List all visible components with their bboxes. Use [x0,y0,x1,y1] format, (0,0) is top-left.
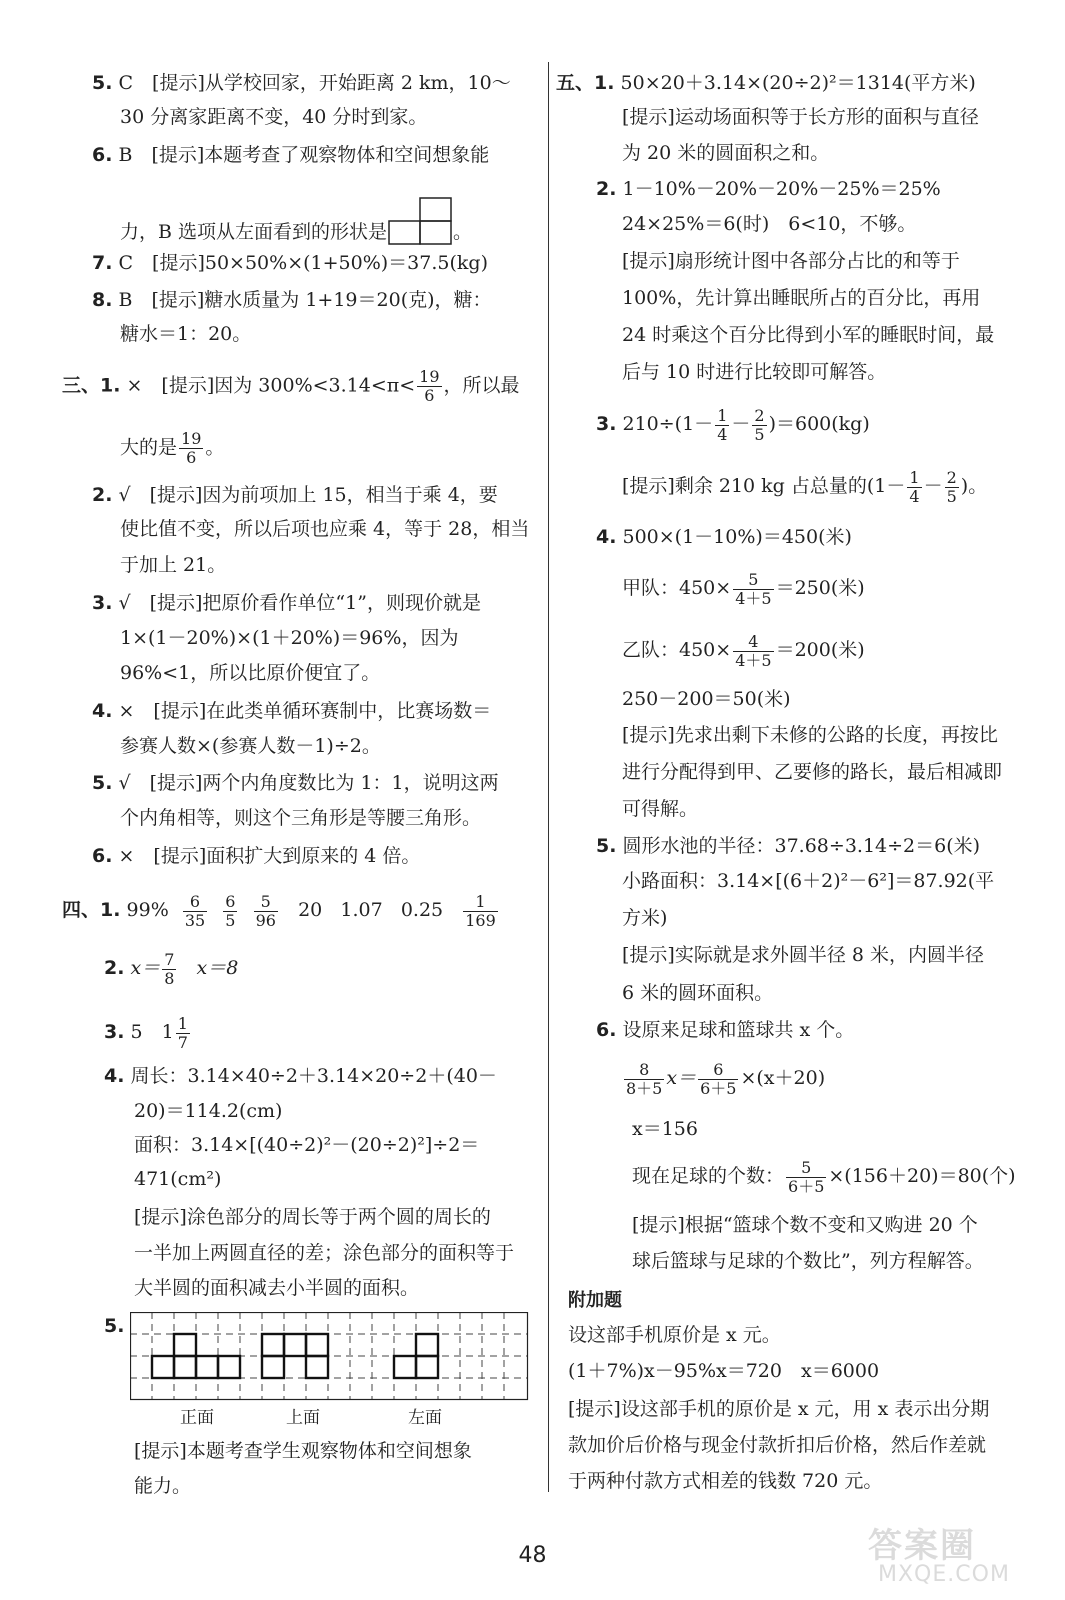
frac-num: 1 [463,893,498,912]
s3q3-text: √ [提示]把原价看作单位“1”，则现价就是 [118,592,481,614]
s5-q1-line3: 为 20 米的圆面积之和。 [622,142,830,164]
s4q4-text: 周长：3.14×40÷2＋3.14×20÷2＋(40－ [130,1065,497,1087]
frac-den: 4＋5 [735,650,772,670]
q6-text-a: 力，B 选项从左面看到的形状是 [120,221,388,243]
s5-q6-line2 [622,1058,825,1098]
s3-q6-line [92,843,420,869]
s5-q5-line1 [596,833,980,859]
s5-q2-line1 [596,176,941,202]
fraction [752,407,766,444]
s5-q1-line2: [提示]运动场面积等于长方形的面积与直径 [622,106,979,128]
answer-value: 1.07 [340,899,383,921]
s3-q2-line1 [92,482,498,508]
column-divider [548,62,549,1492]
caption-top: 上面 [286,1408,320,1428]
s3-q1-line2 [120,430,224,467]
s3q6-text: × [提示]面积扩大到原来的 4 倍。 [118,845,421,867]
q5-text: C [提示]从学校回家，开始距离 2 km，10～ [118,72,511,94]
frac-den: 6 [186,448,197,467]
s4-q5-number [104,1313,124,1339]
s3-q3-line2: 1×(1－20%)×(1＋20%)＝96%，因为 [120,627,459,649]
s5-q4-line5: [提示]先求出剩下未修的公路的长度，再按比 [622,724,998,746]
s5-q4-line4: 250－200＝50(米) [622,688,791,710]
s3-q4-line2: 参赛人数×(参赛人数－1)÷2。 [120,735,381,757]
s5q3-text-b: )＝600(kg) [768,413,870,435]
s3-q4-line1 [92,698,491,724]
s5-q4-line7: 可得解。 [622,798,699,820]
q-number: 7. [92,252,113,274]
s5-q6-line6: 球后篮球与足球的个数比”，列方程解答。 [632,1250,984,1272]
s5q4-text-a: 甲队：450× [622,577,732,599]
section-head: 五、 [556,72,595,94]
frac-num: 5 [786,1159,826,1178]
q6-line2 [120,196,472,246]
s5-q4-line6: 进行分配得到甲、乙要修的路长，最后相减即 [622,761,1003,783]
frac-den: 6＋5 [788,1176,825,1196]
s3-q2-line2: 使比值不变，所以后项也应乘 4，等于 28，相当 [120,518,530,540]
s5q5-text: 圆形水池的半径：37.68÷3.14÷2＝6(米) [622,835,981,857]
s4-q4-line5: [提示]涂色部分的周长等于两个圆的周长的 [134,1206,491,1228]
frac-num: 7 [164,949,175,969]
q-number: 3. [596,413,617,435]
s5q1-text: 50×20＋3.14×(20÷2)²＝1314(平方米) [620,72,976,94]
q-number: 6. [92,845,113,867]
s5-q4-line2 [622,568,865,608]
q6-text: B [提示]本题考查了观察物体和空间想象能 [118,144,490,166]
s5-q2-line6: 后与 10 时进行比较即可解答。 [622,361,887,383]
s3-q5-line1 [92,770,499,796]
s3-q1-line1 [62,368,520,405]
q7-text: C [提示]50×50%×(1+50%)＝37.5(kg) [118,252,488,274]
operator: － [731,413,751,435]
answer-value: x＝ [130,957,161,979]
q-number: 6. [596,1019,617,1041]
s4-q1-line [62,890,500,930]
frac-num: 5 [254,893,278,912]
s5-q5-line2: 小路面积：3.14×[(6＋2)²－6²]＝87.92(平 [622,870,995,892]
fraction [254,893,278,930]
q-number: 8. [92,289,113,311]
s4-q4-line4: 471(cm²) [134,1168,222,1190]
page-number: 48 [518,1543,547,1568]
s5-q5-line5: 6 米的圆环面积。 [622,982,774,1004]
s5-q6-line5: [提示]根据“篮球个数不变和又购进 20 个 [632,1214,978,1236]
frac-den: 4＋5 [735,588,772,608]
q5-line2: 30 分离家距离不变，40 分时到家。 [120,106,428,128]
frac-den: 6＋5 [700,1078,737,1098]
frac-den: 5 [946,486,957,506]
section-head: 三、 [62,374,101,397]
caption-front: 正面 [180,1408,214,1428]
s5-q2-line5: 24 时乘这个百分比得到小军的睡眠时间，最 [622,324,995,346]
operator: － [923,475,943,497]
q-number: 4. [104,1065,125,1087]
fraction [463,893,498,930]
s5-q6-line1 [596,1017,854,1043]
q-number: 5. [92,72,113,94]
frac-num: 8 [624,1061,664,1080]
frac-den: 96 [255,910,276,930]
s5q3-tip: [提示]剩余 210 kg 占总量的(1－ [622,475,906,497]
q8-text: B [提示]糖水质量为 1+19＝20(克)，糖： [118,289,492,311]
frac-den: 169 [465,910,496,930]
frac-den: 8＋5 [626,1078,663,1098]
frac-den: 8 [164,968,175,988]
s5q6-text-b: ×(156＋20)＝80(个) [828,1165,1016,1187]
s5q4-text-c: 乙队：450× [622,639,732,661]
fraction [698,1061,738,1098]
s5-q1-line1 [556,70,976,96]
s4-q2-line [104,948,238,988]
frac-num: 4 [733,633,773,652]
frac-num: 2 [754,405,765,425]
answer-value: 5 1 [130,1021,174,1043]
q-number: 3. [104,1021,125,1043]
s3-q2-line3: 于加上 21。 [120,554,227,576]
s4-q3-line [104,1012,192,1052]
fraction [179,430,203,467]
q-number: 2. [92,484,113,506]
watermark-url: MXQE.COM [878,1562,1010,1587]
fraction [733,571,773,608]
fraction [945,469,959,506]
s5-q5-line3: 方米) [622,907,668,929]
fraction [176,1015,190,1052]
s4-q4-line1 [104,1063,497,1089]
extra-line1: 设这部手机原价是 x 元。 [568,1324,781,1346]
q-number: 1. [100,374,121,397]
extra-line5: 于两种付款方式相差的钱数 720 元。 [568,1470,883,1492]
s3q1-text-b: ，所以最 [443,374,520,397]
frac-den: 6 [424,386,435,405]
s3q4-text: × [提示]在此类单循环赛制中，比赛场数＝ [118,700,492,722]
fraction [715,407,729,444]
s3q1-text-c: 大的是 [120,436,178,459]
s5q3-tip-b: )。 [960,475,988,497]
s5-q2-line3: [提示]扇形统计图中各部分占比的和等于 [622,250,960,272]
s5-q2-line2: 24×25%＝6(时) 6<10，不够。 [622,213,917,235]
frac-num: 5 [733,571,773,590]
fraction [786,1159,826,1196]
s5q4-text: 500×(1－10%)＝450(米) [622,526,852,548]
s3q1-text-d: 。 [205,436,225,459]
s5-q6-line4 [632,1156,1016,1196]
q8-line2: 糖水＝1：20。 [120,323,252,345]
extra-line3: [提示]设这部手机的原价是 x 元，用 x 表示出分期 [568,1398,990,1420]
s3-q5-line2: 个内角相等，则这个三角形是等腰三角形。 [120,807,482,829]
answer-value: 20 [298,899,323,921]
frac-den: 4 [717,424,728,444]
equation-part: ×(x＋20) [740,1067,826,1089]
frac-num: 2 [946,467,957,487]
s5q6-text-a: 现在足球的个数： [632,1165,785,1187]
fraction [907,469,921,506]
s4-q5-tip1: [提示]本题考查学生观察物体和空间想象 [134,1440,472,1462]
caption-left: 左面 [408,1408,442,1428]
extra-line2: (1＋7%)x－95%x＝720 x＝6000 [568,1360,880,1382]
s3q5-text: √ [提示]两个内角度数比为 1：1，说明这两 [118,772,499,794]
q-number: 6. [92,144,113,166]
section-head: 四、 [62,899,101,921]
s3q1-text-a: × [提示]因为 300%<3.14<π< [126,374,416,397]
fraction [624,1061,664,1098]
q-number: 3. [92,592,113,614]
q-number: 2. [596,178,617,200]
frac-num: 19 [181,429,202,448]
left-view-shape-icon [387,196,453,246]
fraction [733,633,773,670]
q7-line [92,250,488,276]
s4-q4-line7: 大半圆的面积减去小半圆的面积。 [134,1277,420,1299]
watermark-logo-text: 答案圈 [868,1526,976,1566]
s5q3-text: 210÷(1－ [622,413,714,435]
s5-q4-line1 [596,524,852,550]
q-number: 5. [92,772,113,794]
frac-den: 35 [184,910,206,930]
frac-num: 6 [698,1061,738,1080]
q-number: 4. [596,526,617,548]
s4-q4-line2: 20)＝114.2(cm) [134,1100,283,1122]
frac-num: 1 [909,467,920,487]
q-number: 5. [104,1315,125,1337]
answer-value: x＝8 [196,957,239,979]
extra-line4: 款加价后价格与现金付款折扣后价格，然后作差就 [568,1434,987,1456]
frac-num: 1 [177,1013,188,1033]
s5-q6-line3: x＝156 [632,1118,698,1140]
frac-num: 19 [419,367,440,386]
q6-text-b: 。 [453,221,473,243]
s5q2-text: 1－10%－20%－20%－25%＝25% [622,178,941,200]
q5-line1 [92,70,511,96]
frac-den: 5 [225,910,236,930]
fraction [162,951,176,988]
fraction [223,893,237,930]
s3-q3-line1 [92,590,481,616]
frac-num: 1 [717,405,728,425]
frac-den: 7 [177,1032,188,1052]
s5q6-text: 设原来足球和篮球共 x 个。 [622,1019,855,1041]
answer-value: 99% [126,899,169,921]
s4-q4-line3: 面积：3.14×[(40÷2)²－(20÷2)²]÷2＝ [134,1134,480,1156]
s5-q3-line1 [596,404,870,444]
answer-value: 0.25 [400,899,444,921]
fraction [183,893,207,930]
s5-q5-line4: [提示]实际就是求外圆半径 8 米，内圆半径 [622,944,984,966]
q8-line1 [92,287,492,313]
s3q2-text: √ [提示]因为前项加上 15，相当于乘 4，要 [118,484,498,506]
s4-q5-tip2: 能力。 [134,1475,192,1497]
s5-q3-line2 [622,466,987,506]
q-number: 4. [92,700,113,722]
frac-den: 4 [909,486,920,506]
frac-den: 5 [754,424,765,444]
extra-title: 附加题 [568,1290,622,1311]
s4-q4-line6: 一半加上两圆直径的差；涂色部分的面积等于 [134,1242,515,1264]
frac-num: 6 [225,891,236,911]
three-view-grid-diagram [130,1312,530,1402]
q-number: 5. [596,835,617,857]
s5q4-text-b: ＝250(米) [775,577,865,599]
q6-line1 [92,142,489,168]
s5-q4-line3 [622,630,865,670]
watermark [858,1518,1038,1588]
q-number: 2. [104,957,125,979]
fraction [417,368,441,405]
q-number: 1. [594,72,615,94]
equation-part: x＝ [666,1067,697,1089]
s3-q3-line3: 96%<1，所以比原价便宜了。 [120,662,381,684]
frac-num: 6 [183,893,207,912]
q-number: 1. [100,899,121,921]
s5q4-text-d: ＝200(米) [775,639,865,661]
s5-q2-line4: 100%，先计算出睡眠所占的百分比，再用 [622,287,981,309]
